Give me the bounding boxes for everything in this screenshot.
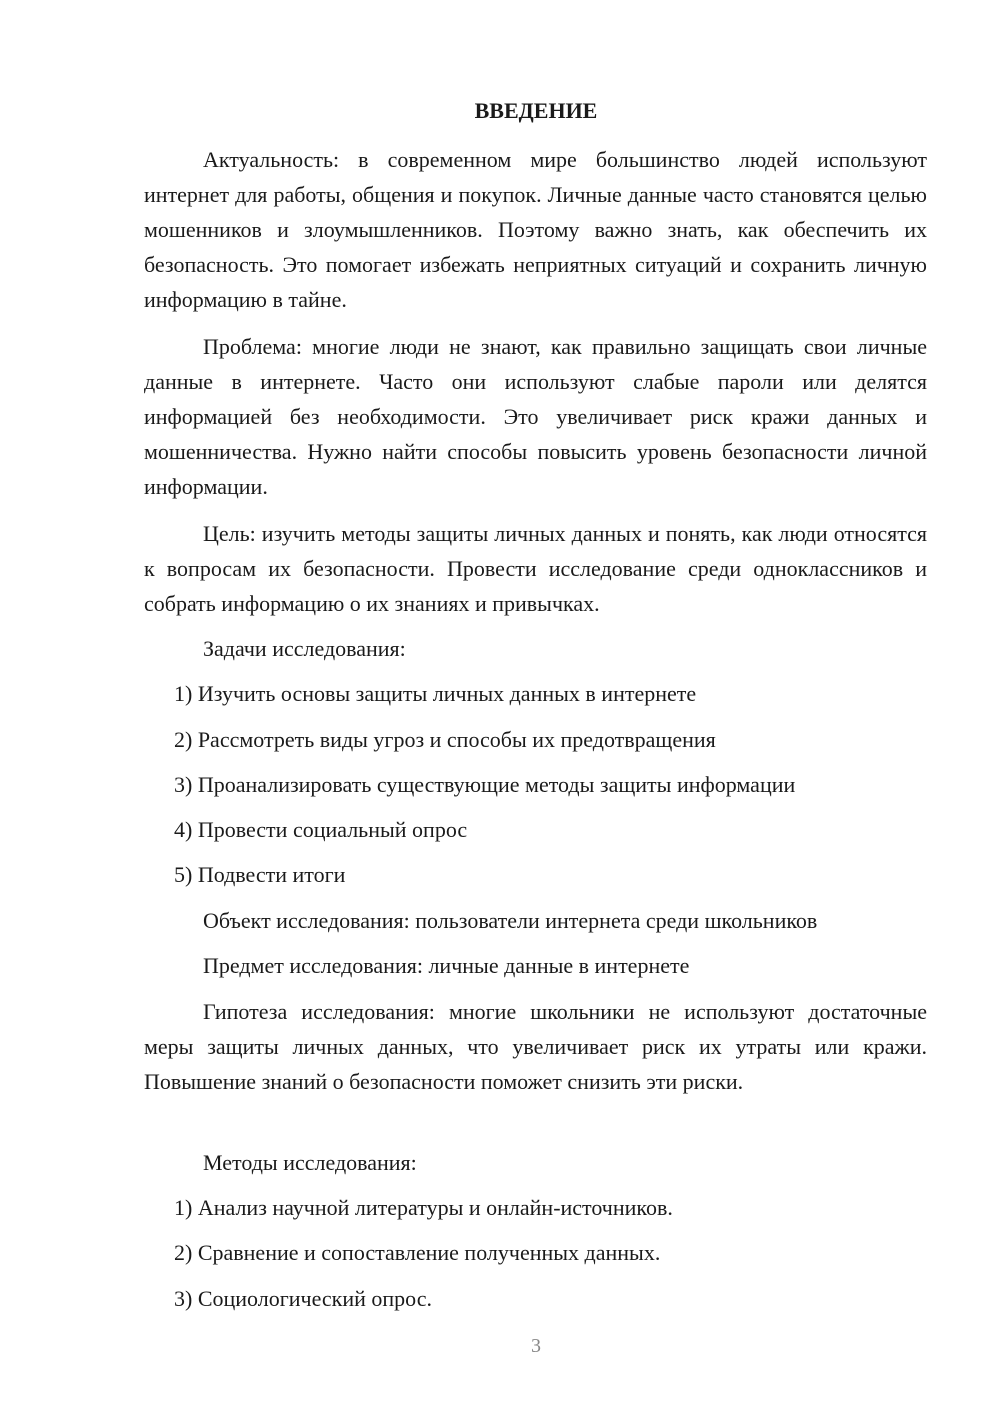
task-item: 3) Проанализировать существующие методы защиты информации	[174, 772, 796, 797]
hypothesis-paragraph: Гипотеза исследования: многие школьники не используют достаточные меры защиты личных данных, что увеличивает риск их утраты или кражи. Повышение знаний о безопасности поможет снизить эти риски.	[144, 999, 927, 1094]
task-item: 5) Подвести итоги	[174, 862, 346, 887]
goal-paragraph: Цель: изучить методы защиты личных данных и понять, как люди относятся к вопросам их безопасности. Провести исследование среди одноклассников и собрать информацию о их знаниях и привычках.	[144, 521, 927, 616]
method-item: 2) Сравнение и сопоставление полученных данных.	[174, 1240, 661, 1265]
methods-heading: Методы исследования:	[203, 1150, 417, 1175]
relevance-paragraph: Актуальность: в современном мире большинство людей используют интернет для работы, общения и покупок. Личные данные часто становятся целью мошенников и злоумышленников. Поэтому важно знать, как обеспечить их безопасность. Это помогает избежать неприятных ситуаций и сохранить личную информацию в тайне.	[144, 147, 927, 312]
research-object: Объект исследования: пользователи интернета среди школьников	[203, 908, 818, 933]
task-item: 2) Рассмотреть виды угроз и способы их предотвращения	[174, 727, 716, 752]
task-item: 4) Провести социальный опрос	[174, 817, 468, 842]
method-item: 3) Социологический опрос.	[174, 1286, 432, 1311]
problem-paragraph: Проблема: многие люди не знают, как правильно защищать свои личные данные в интернете. Часто они используют слабые пароли или делятся информацией без необходимости. Это увеличивает риск кражи данных и мошенничества. Нужно найти способы повысить уровень безопасности личной информации.	[144, 334, 927, 499]
task-item: 1) Изучить основы защиты личных данных в интернете	[174, 681, 697, 706]
page-title: ВВЕДЕНИЕ	[474, 98, 598, 123]
page-number: 3	[531, 1335, 541, 1357]
tasks-heading: Задачи исследования:	[203, 636, 406, 661]
research-subject: Предмет исследования: личные данные в интернете	[203, 953, 690, 978]
method-item: 1) Анализ научной литературы и онлайн-источников.	[174, 1195, 673, 1220]
